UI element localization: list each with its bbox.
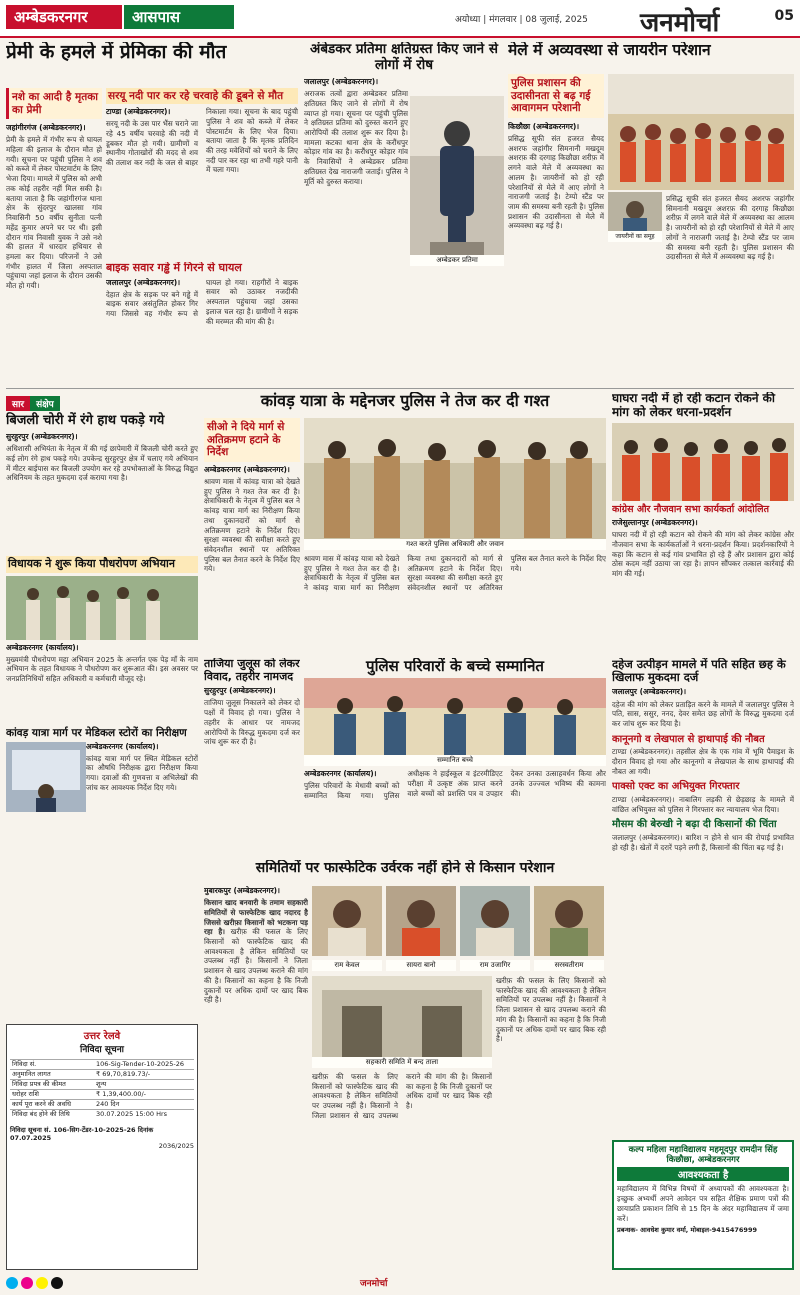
kanwar-photo [304,418,606,550]
statue-photo-caption: अम्बेडकर प्रतिमा [410,255,504,266]
divider [6,388,794,389]
headline-police-kids: पुलिस परिवारों के बच्चे सम्मानित [366,658,544,675]
body-statue: अराजक तत्वों द्वारा अम्बेडकर प्रतिमा क्षतिग्रस्त किए जाने से लोगों में रोष व्याप्त हो गया। सूचना पर पहुंची पुलिस ने क्षतिग्रस्त प्रतिमा को दुरुस्त कराने हुए आरोपियों की तलाश शुरू कर दिया है। मामला कटका थाना क्षेत्र के करौंधपुर कोड़ार गांव का है। करौंधपुर कोड़ार गांव के निवासियों ने अम्बेडकर प्रतिमा क्षतिग्रस्त देख नाराजगी जताई। पुलिस ने मूर्ति को दुरुस्त कराया। [304,89,408,186]
body-plantation: मुख्यमंत्री पौधरोपण महा अभियान 2025 के अन्तर्गत एक पेड़ माँ के नाम अभियान के तहत विधायक ने पौधरोपण कर शुरूआत की। इस अवसर पर जनप्रतिनिधियों सहित अधिकारी व कर्मचारी मौजूद रहे। [6,654,198,684]
headline-bike: बाइक सवार गड्ढे में गिरने से घायल [106,262,242,274]
yellow-mark [36,1277,48,1289]
tender-subtitle: निविदा सूचना [79,1045,125,1055]
headline-statue: अंबेडकर प्रतिमा क्षतिग्रस्त किए जाने से लोगों में रोष [310,42,498,73]
medical-photo [6,742,86,812]
body-weather: जलालपुर (अम्बेडकरनगर)। बारिश न होने से धान की रोपाई प्रभावित हो रही है। खेतों में दरारें पड़ने लगी हैं, किसानों की चिंता बढ़ गई है। [612,832,794,852]
story-protest [612,392,794,654]
body-pocso: टाण्डा (अम्बेडकरनगर)। नाबालिग लड़की से छेड़छाड़ के मामले में वांछित अभियुक्त को पुलिस ने गिरफ्तार कर न्यायालय भेज दिया। [612,794,794,814]
ad-contact: प्रबन्धक- आवधेश कुमार वर्मा, मोबाइल-9415476999 [617,1226,757,1235]
story-lover-sidebar [6,88,102,384]
newspaper-brand: जनमोर्चा [640,8,720,38]
subhead-lover: नशे का आदी है मृतका का प्रेमी [6,88,102,119]
body-bike: देहात क्षेत्र के सड़क पर बने गड्ढे में बाइक सवार असंतुलित होकर गिर गया जिससे वह गंभीर रूप से घायल हो गया। राहगीरों ने बाइक सवार को उठाकर नजदीकी अस्पताल पहुंचाया जहां उसका इलाज चल रहा है। ग्रामीणों ने सड़क की मरम्मत की मांग की है। [106,277,298,326]
body-protest: घाघरा नदी में हो रही कटान को रोकने की मांग को लेकर कांग्रेस और नौजवान सभा के कार्यकर्ताओं ने धरना-प्रदर्शन किया। प्रदर्शनकारियों ने कहा कि कटान से कई गांव प्रभावित हो रहे हैं और प्रशासन द्वारा कोई ठोस कदम नहीं उठाया जा रहा है। ज्ञापन सौंपकर तत्काल कार्रवाई की मांग की गई। [612,530,794,578]
statue-photo [410,96,504,266]
dateline-bike: जलालपुर (अम्बेडकरनगर)। [106,277,181,287]
magenta-mark [21,1277,33,1289]
masthead [0,0,800,38]
tender-row: निविदा सं. 106-Sig-Tender-10-2025-26 [10,1059,194,1069]
fair-photo-small [608,192,662,242]
tender-table [10,1059,194,1119]
headline-pocso: पाक्सो एक्ट का अभियुक्त गिरफ्तार [612,781,740,793]
portrait-3 [460,886,530,956]
portrait-1-label: राम केवल [312,960,382,971]
dateline-statue: जलालपुर (अम्बेडकरनगर)। [304,77,379,87]
store-photo-caption: सहकारी समिति में बन्द ताला [312,1057,492,1068]
body-fertilizer: खरीफ़ की फसल के लिए किसानों को फास्फेटिक खाद की आवश्यकता है लेकिन समितियों पर उपलब्ध नहीं है। किसानों ने जिला प्रशासन से खाद उपलब्ध कराने की मांग की है। किसानों का कहना है कि निजी दुकानों पर अधिक दामों पर खाद बिक रही है। [204,927,308,1005]
headline-plantation: विधायक ने शुरू किया पौधरोपण अभियान [6,556,198,573]
story-kanwar-left [204,418,300,650]
headline-kanwar: कांवड़ यात्रा के मद्देनजर पुलिस ने तेज कर दी गश्त [260,392,550,410]
story-police-kids [304,658,606,854]
headline-electricity: बिजली चोरी में रंगे हाथ पकड़े गये [6,413,165,428]
headline-kanungo: कानूनगो व लेखपाल से हाथापाई की नौबत [612,733,765,745]
portrait-1 [312,886,382,956]
story-drowning [106,88,298,256]
subhead-kanwar: सीओ ने दिये मार्ग से अतिक्रमण हटाने के निर्देश [204,418,300,462]
headline-tazia: ताजिया जुलूस को लेकर विवाद, तहरीर नामजद [204,658,300,683]
tender-row: धरोहर राशि ₹ 1,39,400.00/- [10,1089,194,1099]
kanwar-body-cont [304,554,606,654]
headline-fertilizer: समितियों पर फास्फेटिक उर्वरक नहीं होने से किसान परेशान [255,860,555,876]
portrait-4 [534,886,604,956]
portrait-2-label: सायरा बानो [386,960,456,971]
body-medical: कांवड़ यात्रा मार्ग पर स्थित मेडिकल स्टोरों का औषधि निरीक्षक द्वारा निरीक्षण किया गया। दवाओं की गुणवत्ता व अभिलेखों की जांच कर आवश्यक निर्देश दिए गये। [86,753,198,792]
dateline-electricity: सुरहुरपुर (अम्बेडकरनगर)। [6,431,78,441]
body-drowning: सरयू नदी के उस पार भैंस चराने जा रहे 45 वर्षीय चरवाहे की नदी में डूबकर मौत हो गयी। ग्रामीणों व स्थानीय गोताखोरों की मदद से शव की तलाश कर नदी के जल से बाहर निकाला गया। सूचना के बाद पहुंची पुलिस ने शव को कब्जे में लेकर पोस्टमार्टम के लिए भेज दिया। बताया जाता है कि मृतक प्रतिदिन की तरह मवेशियों को चराने के लिए नदी पार कर रहा था तभी गहरे पानी में चला गया। [106,107,298,175]
tender-row: निविदा प्रपत्र की कीमत शून्य [10,1079,194,1089]
black-mark [51,1277,63,1289]
tender-title: उत्तर रेलवे [83,1031,121,1042]
dateline-lover: जहांगीरगंज (अम्बेडकरनगर)। [6,123,86,133]
briefs-tag-b: संक्षेप [30,396,60,411]
subhead-fair: पुलिस प्रशासन की उदासीनता से बढ़ गई आवागमन परेशानी [508,74,604,118]
body-dowry: दहेज की मांग को लेकर प्रताड़ित करने के मामले में जलालपुर पुलिस ने पति, सास, ससुर, ननद, देवर समेत छह लोगों के विरुद्ध मुकदमा दर्ज कर जांच शुरू कर दिया है। [612,699,794,728]
portrait-2 [386,886,456,956]
fair-photo-caption: जायरीनों का समूह [608,231,662,242]
cyan-mark [6,1277,18,1289]
dateline-fair: किछौछा (अम्बेडकरनगर)। [508,121,580,131]
tender-footer: निविदा सूचना सं. 106-सिग-टेंडर-10-2025-26 दिनांक 07.07.2025 [10,1126,154,1142]
body-police-kids: पुलिस परिवारों के मेधावी बच्चों को सम्मानित किया गया। पुलिस अधीक्षक ने हाईस्कूल व इंटरमीडिएट परीक्षा में उत्कृष्ट अंक प्राप्त करने वाले बच्चों को प्रशस्ति पत्र व उपहार देकर उनका उत्साहवर्धन किया और उनके उज्ज्वल भविष्य की कामना की। [304,769,606,801]
plantation-photo [6,576,198,640]
body-fair: प्रसिद्ध सूफी संत हजरत सैयद अशरफ जहांगीर सिमनानी मखदूम अशरफ़ की दरगाह किछौछा शरीफ़ में लगने वाले मेले में अव्यवस्था का आलम है। जायरीनों को हो रही परेशानियों से मेले में आए लोगों ने नाराजगी जताई है। टेम्पो स्टैंड पर जाम की समस्या बनी रहती है। पुलिस प्रशासन की उदासीनता से मेले में अव्यवस्था बढ़ गई है। [508,133,604,231]
subhead-protest: कांग्रेस और नौजवान सभा कार्यकर्ता आंदोलित [612,503,770,515]
dateline-kanwar: अम्बेडकरनगर (अम्बेडकरनगर)। [204,464,290,474]
dateline-protest: राजेसुल्तानपुर (अम्बेडकरनगर)। [612,517,698,527]
police-kids-photo [304,678,606,766]
ad-subtitle: आवश्यकता है [617,1167,789,1181]
headline-fair: मेले में अव्यवस्था से जायरीन परेशान [508,42,711,59]
fertilizer-body-cont [496,976,606,1270]
headline-drowning: सरयू नदी पार कर रहे चरवाहे की डूबने से मौत [106,88,298,104]
protest-photo [612,423,794,501]
body-fertilizer-cont: खरीफ़ की फसल के लिए किसानों को फास्फेटिक खाद की आवश्यकता है लेकिन समितियों पर उपलब्ध नहीं है। किसानों ने जिला प्रशासन से खाद उपलब्ध कराने की मांग की है। किसानों का कहना है कि निजी दुकानों पर अधिक दामों पर खाद बिक रही है। [496,976,606,1044]
body-fair-cont: प्रसिद्ध सूफी संत हजरत सैयद अशरफ जहांगीर सिमनानी मखदूम अशरफ़ की दरगाह किछौछा शरीफ़ में लगने वाले मेले में अव्यवस्था का आलम है। जायरीनों को हो रही परेशानियों से मेले में आए लोगों ने नाराजगी जताई है। टेम्पो स्टैंड पर जाम की समस्या बनी रहती है। पुलिस प्रशासन की उदासीनता से मेले में अव्यवस्था बढ़ गई है। [666,194,794,262]
story-bike [106,262,298,384]
section-label-secondary: आसपास [124,5,234,29]
briefs-tag-a: सार [6,396,30,411]
registration-marks [6,1277,63,1289]
dateline: अयोध्या | मंगलवार | 08 जुलाई, 2025 [455,15,588,25]
body-kanwar-cont: श्रावण मास में कांवड़ यात्रा को देखते हुए पुलिस ने गश्त तेज कर दी है। क्षेत्राधिकारी के नेतृत्व में पुलिस बल ने कांवड़ यात्रा मार्ग का निरीक्षण किया तथा दुकानदारों को मार्ग से अतिक्रमण हटाने के निर्देश दिए। सुरक्षा व्यवस्था की समीक्षा करते हुए संवेदनशील स्थानों पर अतिरिक्त पुलिस बल तैनात करने के निर्देश दिए गये। [304,554,606,593]
dateline-tazia: सुरहुरपुर (अम्बेडकरनगर)। [204,686,276,696]
dateline-dowry: जलालपुर (अम्बेडकरनगर)। [612,687,687,697]
headline-weather: मौसम की बेरुखी ने बढ़ा दी किसानों की चिंता [612,819,777,831]
fair-body-cont [666,194,794,384]
story-dowry [612,658,794,1058]
briefs-column [6,392,198,956]
body-tazia: ताजिया जुलूस निकालने को लेकर दो पक्षों में विवाद हो गया। पुलिस ने तहरीर के आधार पर नामजद आरोपियों के विरुद्ध मुकदमा दर्ज कर जांच शुरू कर दी है। [204,698,300,747]
fertilizer-left [204,886,308,1270]
tender-row: निविदा बंद होने की तिथि 30.07.2025 15:00 Hrs [10,1109,194,1119]
body-kanungo: टाण्डा (अम्बेडकरनगर)। तहसील क्षेत्र के एक गांव में भूमि पैमाइश के दौरान विवाद हो गया और कानूनगो व लेखपाल के साथ हाथापाई की नौबत आ गयी। [612,747,794,776]
section-label-primary: अम्बेडकरनगर [6,5,122,29]
dateline-medical: अम्बेडकरनगर (कार्यालय)। [86,741,159,751]
portrait-3-label: राम उजागिर [460,960,530,971]
page-number: 05 [774,8,794,24]
dateline-police-kids: अम्बेडकरनगर (कार्यालय)। [304,769,377,779]
footer-brand: जनमोर्चा [360,1279,388,1289]
tender-row: अनुमानित लागत ₹ 69,70,819.73/- [10,1069,194,1079]
tender-row: कार्य पूरा करने की अवधि 240 दिन [10,1099,194,1109]
lead-fertilizer: किसान खाद बनवारी के तमाम सहकारी समितियों से फास्फेटिक खाद नदारद है जिससे खरीफ़ा किसानों को भटकना पड़ रहा है। [204,898,308,937]
college-ad [612,1140,794,1270]
tender-notice [6,1024,198,1270]
kanwar-photo-caption: गश्त करते पुलिस अधिकारी और जवान [304,539,606,550]
dateline-drowning: टाण्डा (अम्बेडकरनगर)। [106,107,171,117]
ad-title: कल्प महिला महाविद्यालय महमूदपुर रामदीन सिंह किछौछा, अम्बेडकरनगर [628,1145,778,1166]
headline-dowry: दहेज उत्पीड़न मामले में पति सहित छह के खिलाफ मुकदमा दर्ज [612,658,786,685]
headline-protest: घाघरा नदी में हो रही कटान रोकने की मांग को लेकर धरना-प्रदर्शन [612,392,775,419]
ad-body: महाविद्यालय में विभिन्न विषयों में अध्यापकों की आवश्यकता है। इच्छुक अभ्यर्थी अपने आवेदन पत्र सहित शैक्षिक प्रमाण पत्रों की छायाप्रति प्रकाशन तिथि से 15 दिन के अंदर महाविद्यालय में जमा करें। [617,1184,789,1223]
fertilizer-portraits [312,886,606,972]
body-fertilizer-bottom: खरीफ़ की फसल के लिए किसानों को फास्फेटिक खाद की आवश्यकता है लेकिन समितियों पर उपलब्ध नहीं है। किसानों ने जिला प्रशासन से खाद उपलब्ध कराने की मांग की है। किसानों का कहना है कि निजी दुकानों पर अधिक दामों पर खाद बिक रही है। [312,1072,492,1120]
body-kanwar: श्रावण मास में कांवड़ यात्रा को देखते हुए पुलिस ने गश्त तेज कर दी है। क्षेत्राधिकारी के नेतृत्व में पुलिस बल ने कांवड़ यात्रा मार्ग का निरीक्षण किया तथा दुकानदारों को मार्ग से अतिक्रमण हटाने के निर्देश दिए। सुरक्षा व्यवस्था की समीक्षा करते हुए संवेदनशील स्थानों पर अतिरिक्त पुलिस बल तैनात करने के निर्देश दिए गये। [204,476,300,574]
headline-medical: कांवड़ यात्रा मार्ग पर मेडिकल स्टोरों का निरीक्षण [6,726,187,739]
fair-photo-large [608,74,794,190]
police-kids-caption: सम्मानित बच्चे [304,755,606,766]
body-lover: प्रेमी के हमले में गंभीर रूप से घायल महिला की इलाज के दौरान मौत हो गयी। सूचना पर पहुंची पुलिस ने शव को कब्जे में लेकर पोस्टमार्टम के लिए भेजा दिया। मामले में पुलिस को अभी तक कोई तहरीर नहीं मिल सकी है। बताया जाता है कि जहांगीरगंज थाना क्षेत्र के सुंदरपुर खालसा गांव निवासिनी 50 वर्षीय सुनीता पत्नी महेंद्र कुमार अपने घर पर थी। इसी दौरान गांव निवासी युवक ने उसे नशे की हालत में धारदार हथियार से हमला कर दिया। परिजनों ने उसे गंभीर हालत में जिला अस्पताल पहुंचाया जहां इलाज के दौरान उसकी मौत हो गयी। [6,135,102,291]
dateline-plantation: अम्बेडकरनगर (कार्यालय)। [6,642,79,652]
dateline-fertilizer: मुबारकपुर (अम्बेडकरनगर)। [204,886,280,895]
fertilizer-body-bottom [312,1072,492,1270]
tender-code: 2036/2025 [158,1142,194,1150]
story-fair-left [508,74,604,384]
body-electricity: अधिशासी अभियंता के नेतृत्व में की गई छापेमारी में बिजली चोरी करते हुए कई लोग रंगे हाथ पकड़े गये। उपकेन्द्र सुरहुरपुर क्षेत्र में चलाए गये अभियान में मीटर बाईपास कर बिजली उपयोग कर रहे उपभोक्ताओं के विरुद्ध विद्युत अधिनियम के तहत मुकदमा दर्ज कराया गया है। [6,444,198,483]
portrait-4-label: सरस्वतीराम [534,960,604,971]
story-tazia [204,658,300,838]
store-photo [312,976,492,1068]
headline-lover: प्रेमी के हमले में प्रेमिका की मौत [6,42,227,63]
